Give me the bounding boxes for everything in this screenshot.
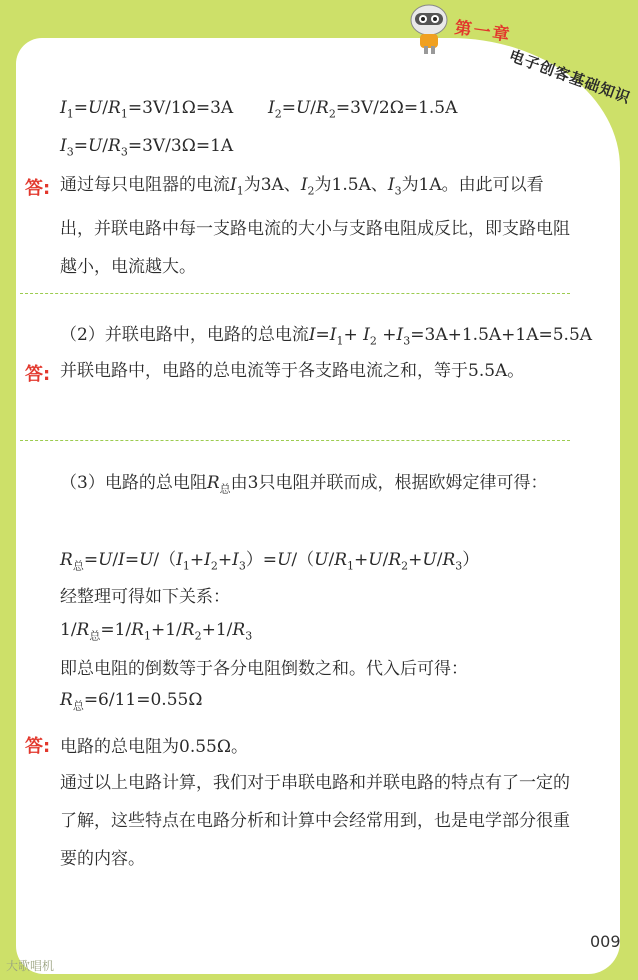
conclusion-text: 通过以上电路计算，我们对于串联电路和并联电路的特点有了一定的了解，这些特点在电路分析和计算中会经常用到，也是电学部分很重要的内容。 bbox=[60, 773, 570, 869]
formula-reciprocal: $1/R_总=1/R_1+1/R_2+1/R_3$ bbox=[60, 620, 253, 643]
formula-i1: $I_1=U/R_1=3V/1\Omega=3A$ bbox=[60, 98, 234, 121]
formula-result: $R_总=6/11=0.55\Omega$ bbox=[60, 690, 203, 713]
chapter-subtitle: 电子创客基础知识 bbox=[506, 46, 634, 108]
answer-label: 答: bbox=[25, 178, 51, 199]
part-3-intro: （3）电路的总电阻$R_总$由3只电阻并联而成，根据欧姆定律可得： bbox=[60, 473, 548, 496]
divider bbox=[20, 440, 570, 441]
meaning-text: 即总电阻的倒数等于各分电阻倒数之和。代入后可得： bbox=[60, 659, 468, 679]
divider bbox=[20, 293, 570, 294]
robot-mascot-icon bbox=[405, 2, 453, 58]
answer-3-text: 电路的总电阻为0.55Ω。 bbox=[60, 737, 248, 757]
chapter-header bbox=[0, 0, 638, 108]
part-2-question: （2）并联电路中，电路的总电流$I=I_1+ I_2 +I_3=3A+1.5A+1A=5.5A$ bbox=[60, 325, 593, 348]
answer-label: 答: bbox=[25, 736, 51, 757]
chapter-title: 第一章 bbox=[453, 18, 513, 46]
answer-label: 答: bbox=[25, 364, 51, 385]
formula-i3: $I_3=U/R_3=3V/3\Omega=1A$ bbox=[60, 136, 234, 159]
formula-i2: $I_2=U/R_2=3V/2\Omega=1.5A$ bbox=[268, 98, 458, 121]
watermark: 大歌唱机 bbox=[6, 959, 55, 973]
answer-1-text: 通过每只电阻器的电流$I_1$为3A、$I_2$为1.5A、$I_3$为1A。由此可以看出，并联电路中每一支路电流的大小与支路电阻成反比，即支路电阻越小，电流越大。 bbox=[60, 175, 570, 278]
answer-2-text: 并联电路中，电路的总电流等于各支路电流之和，等于5.5A。 bbox=[60, 361, 525, 381]
formula-r-total: $R_总=U/I=U/(I_1+I_2+I_3)=U/(U/R_1+U/R_2+U/R_3)$ bbox=[60, 550, 480, 573]
step-note: 经整理可得如下关系： bbox=[60, 587, 230, 607]
page-number: 009 bbox=[590, 932, 621, 951]
